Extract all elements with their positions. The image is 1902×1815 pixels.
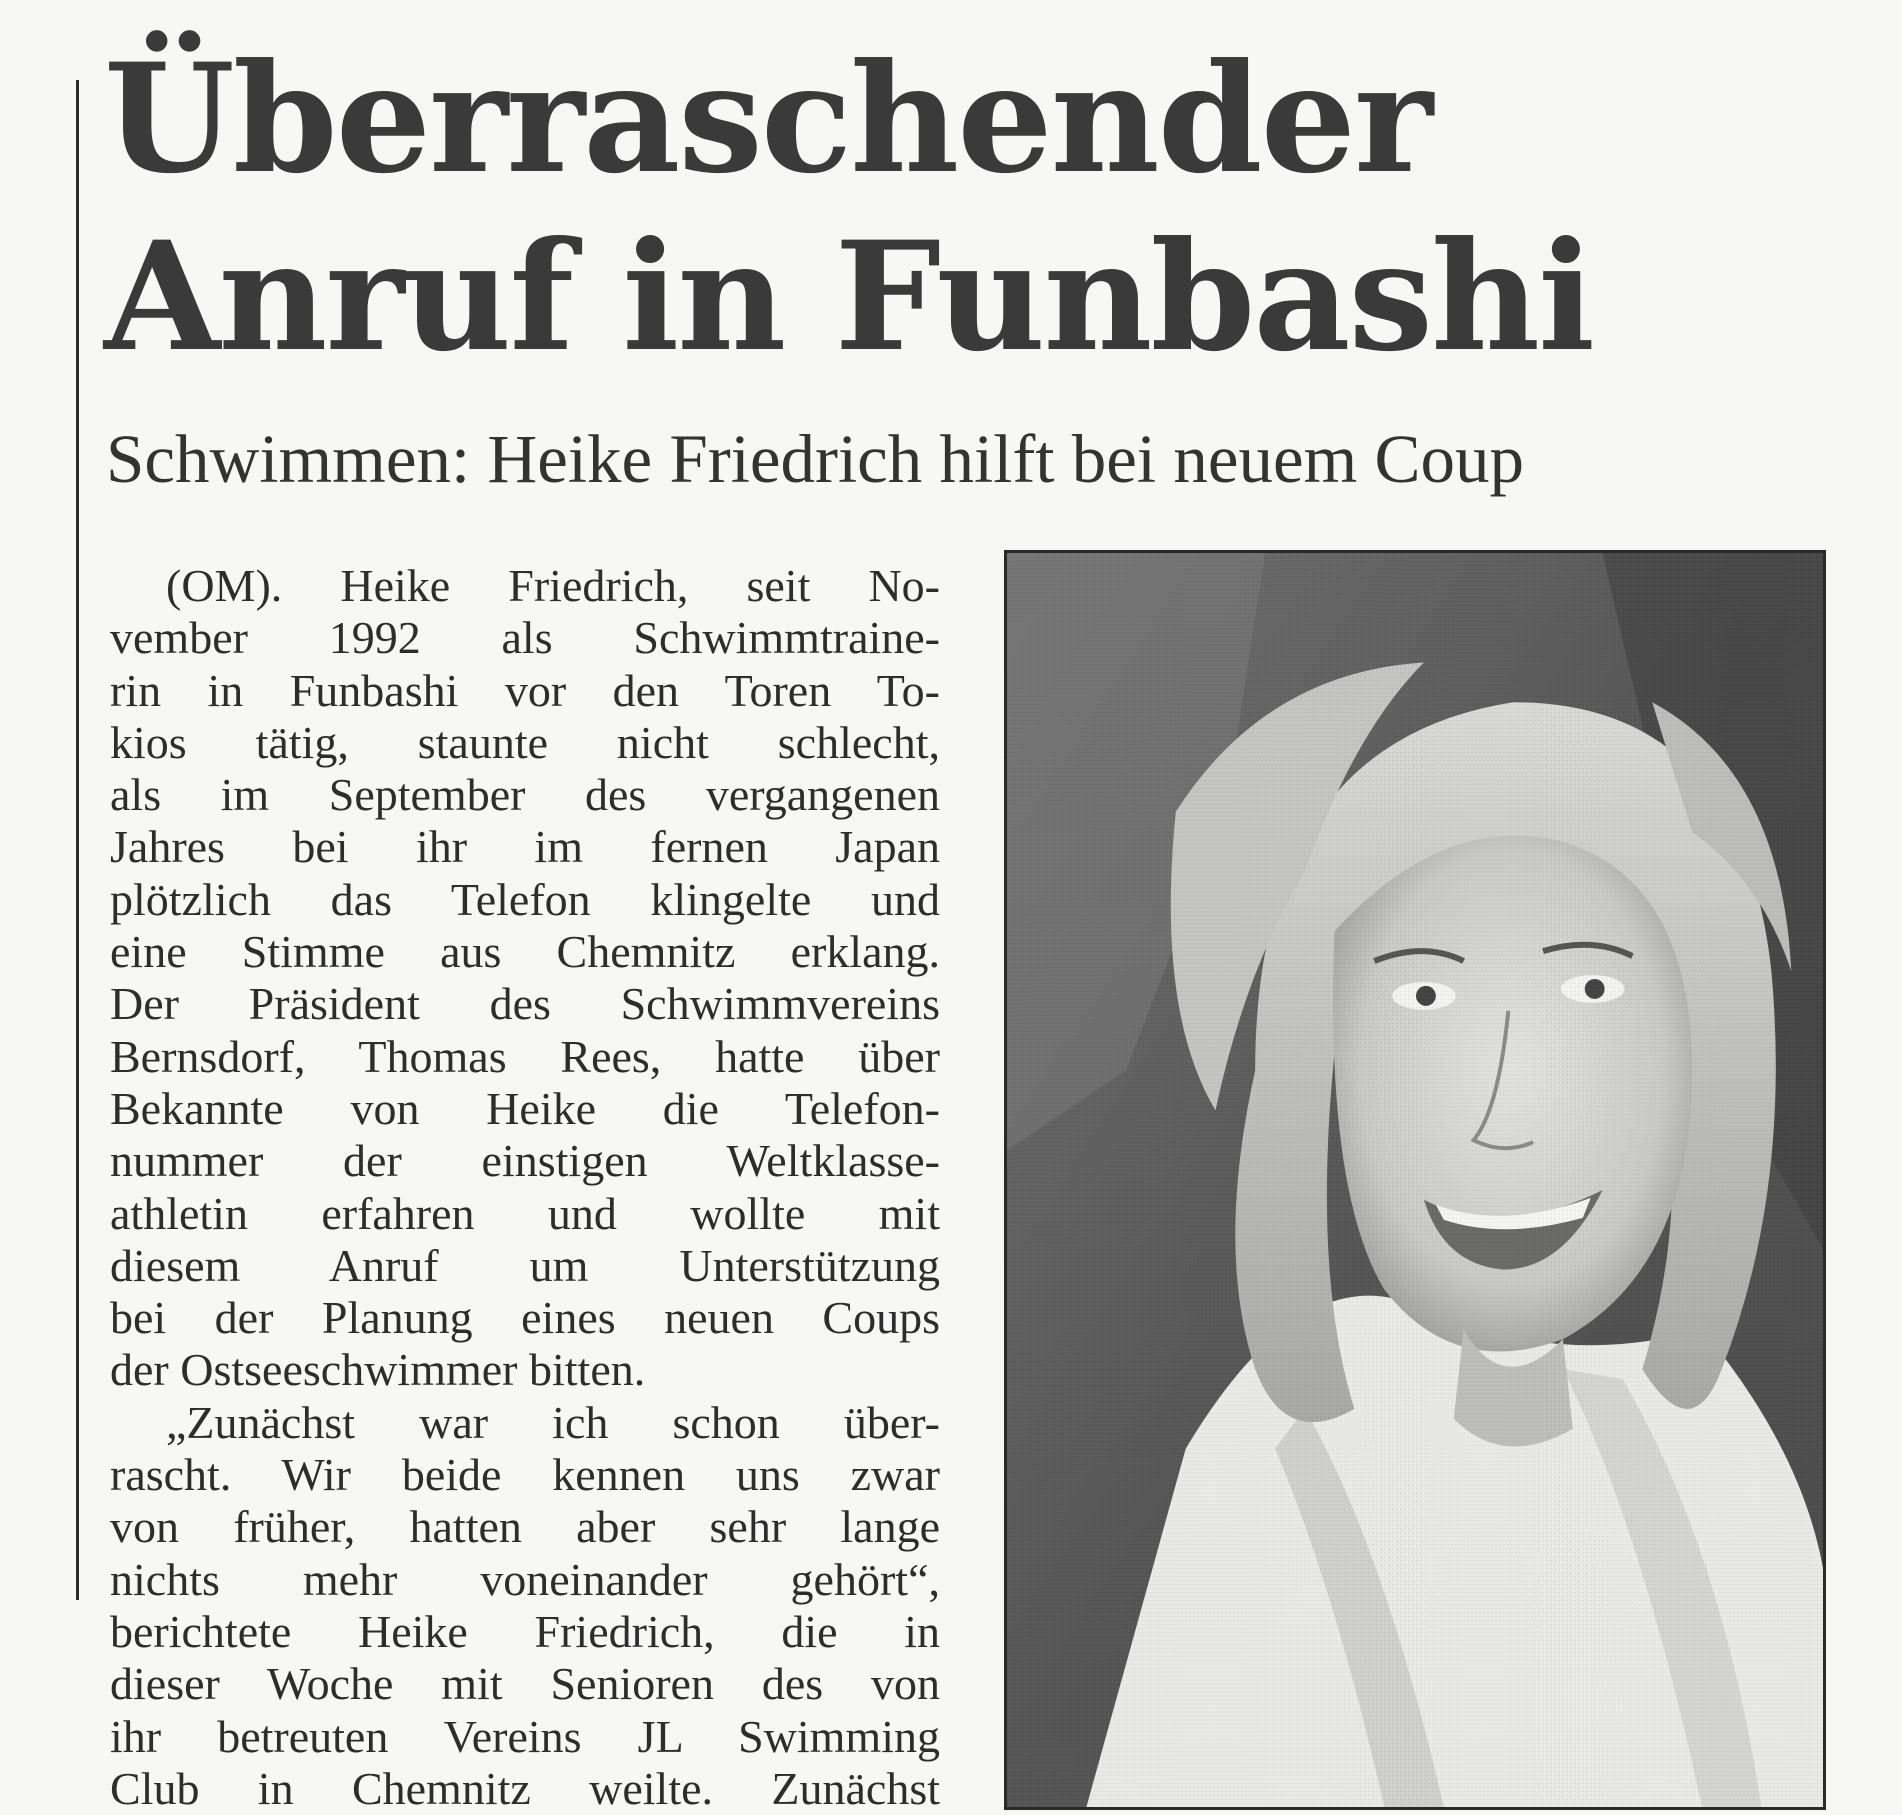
article-line: Bernsdorf, Thomas Rees, hatte über bbox=[110, 1030, 940, 1082]
portrait-illustration bbox=[1007, 553, 1823, 1807]
article-line: vember 1992 als Schwimmtraine- bbox=[110, 612, 940, 664]
article-line: rascht. Wir beide kennen uns zwar bbox=[110, 1449, 940, 1501]
article-line: kios tätig, staunte nicht schlecht, bbox=[110, 716, 940, 768]
article-line: plötzlich das Telefon klingelte und bbox=[110, 873, 940, 925]
article-line: „Zunächst war ich schon über- bbox=[166, 1396, 940, 1448]
article-line: Der Präsident des Schwimmvereins bbox=[110, 978, 940, 1030]
article-body bbox=[110, 560, 940, 1815]
headline bbox=[104, 30, 1593, 386]
article-line: von früher, hatten aber sehr lange bbox=[110, 1501, 940, 1553]
article-line: der Ostseeschwimmer bitten. bbox=[110, 1344, 646, 1396]
article-line: athletin erfahren und wollte mit bbox=[110, 1187, 940, 1239]
headline-line-2: Anruf in Funbashi bbox=[104, 209, 1594, 385]
article-line: Bekannte von Heike die Telefon- bbox=[110, 1082, 940, 1134]
article-line: nummer der einstigen Weltklasse- bbox=[110, 1135, 940, 1187]
article-line: diesem Anruf um Unterstützung bbox=[110, 1239, 940, 1291]
column-rule bbox=[76, 80, 79, 1600]
article-line: nichts mehr voneinander gehört“, bbox=[110, 1553, 940, 1605]
article-line: Jahres bei ihr im fernen Japan bbox=[110, 821, 940, 873]
headline-line-1: Überraschender bbox=[104, 31, 1432, 207]
article-line: bei der Planung eines neuen Coups bbox=[110, 1292, 940, 1344]
article-line: (OM). Heike Friedrich, seit No- bbox=[166, 560, 940, 611]
article-line: Club in Chemnitz weilte. Zunächst bbox=[110, 1762, 940, 1814]
article-line: dieser Woche mit Senioren des von bbox=[110, 1658, 940, 1710]
article-line: berichtete Heike Friedrich, die in bbox=[110, 1605, 940, 1657]
article-line: ihr betreuten Vereins JL Swimming bbox=[110, 1710, 940, 1762]
article-line: rin in Funbashi vor den Toren To- bbox=[110, 664, 940, 716]
portrait-photo bbox=[1004, 550, 1826, 1810]
subheadline: Schwimmen: Heike Friedrich hilft bei neuem Coup bbox=[106, 421, 1525, 497]
article-line: als im September des vergangenen bbox=[110, 769, 940, 821]
article-line: eine Stimme aus Chemnitz erklang. bbox=[110, 926, 940, 978]
